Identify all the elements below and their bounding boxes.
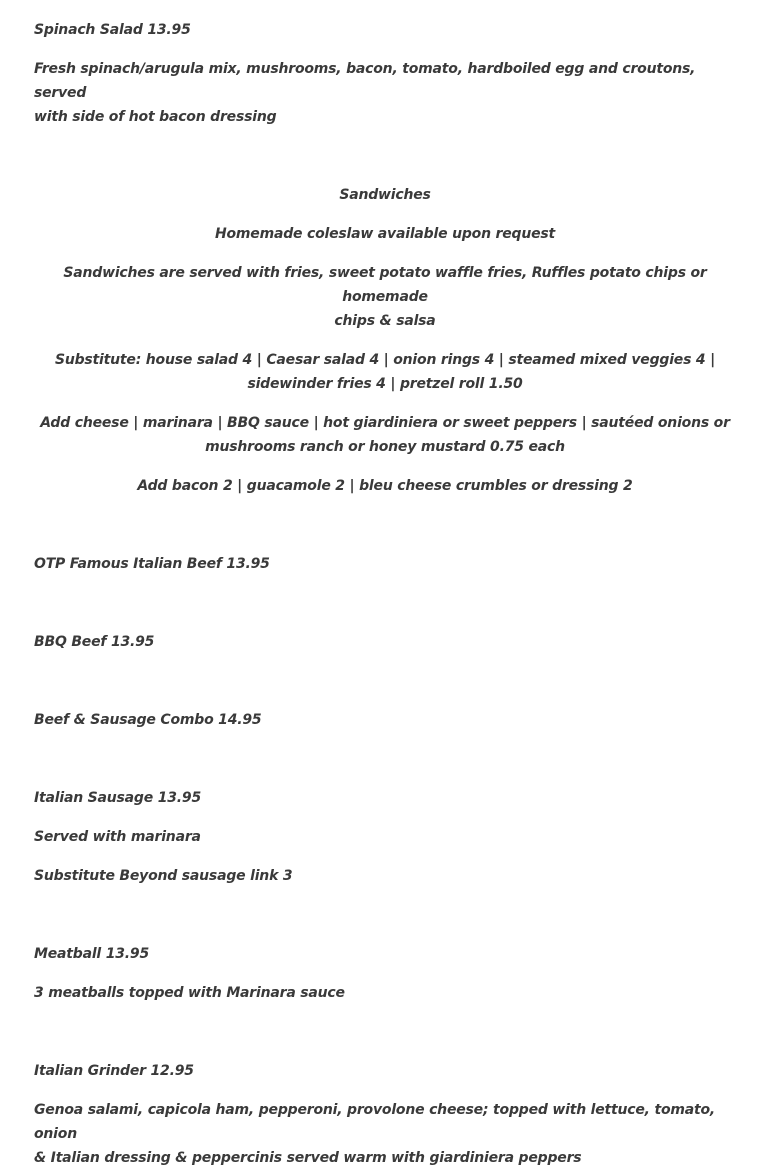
coleslaw-note: Homemade coleslaw available upon request [214, 226, 556, 242]
spinach-desc-line-2: with side of hot bacon dressing [34, 109, 277, 125]
substitute-note [34, 348, 736, 396]
substitute-line-1: Substitute: house salad 4 | Caesar salad 4 | onion rings 4 | steamed mixed veggies 4 | [54, 352, 716, 368]
sides-note [34, 261, 736, 333]
grinder-desc-line-2: & Italian dressing & peppercinis served warm with giardiniera peppers [34, 1150, 582, 1166]
item-meatball: Meatball 13.95 [34, 946, 149, 962]
add-ons-line-1: Add cheese | marinara | BBQ sauce | hot giardiniera or sweet peppers | sautéed onions or [40, 415, 730, 431]
substitute-line-2: sidewinder fries 4 | pretzel roll 1.50 [247, 376, 523, 392]
spinach-salad-title: Spinach Salad 13.95 [34, 22, 191, 38]
spinach-desc-line-1: Fresh spinach/arugula mix, mushrooms, bacon, tomato, hardboiled egg and croutons, served [34, 61, 696, 101]
italian-sausage-substitute: Substitute Beyond sausage link 3 [34, 868, 293, 884]
italian-sausage-note: Served with marinara [34, 829, 201, 845]
italian-grinder-description [34, 1098, 736, 1170]
item-bbq-beef: BBQ Beef 13.95 [34, 634, 155, 650]
grinder-desc-line-1: Genoa salami, capicola ham, pepperoni, provolone cheese; topped with lettuce, tomato, onion [34, 1102, 716, 1142]
item-italian-grinder: Italian Grinder 12.95 [34, 1063, 194, 1079]
add-ons-line-2: mushrooms ranch or honey mustard 0.75 each [205, 439, 565, 455]
item-italian-sausage: Italian Sausage 13.95 [34, 790, 201, 806]
meatball-description: 3 meatballs topped with Marinara sauce [34, 985, 345, 1001]
add-ons-note [34, 411, 736, 459]
item-beef-sausage-combo: Beef & Sausage Combo 14.95 [34, 712, 262, 728]
spinach-salad-description [34, 57, 736, 129]
item-italian-beef: OTP Famous Italian Beef 13.95 [34, 556, 270, 572]
sides-note-line-1: Sandwiches are served with fries, sweet potato waffle fries, Ruffles potato chips or homemade [63, 265, 707, 305]
menu-page [34, 18, 736, 1170]
add-bacon-note: Add bacon 2 | guacamole 2 | bleu cheese crumbles or dressing 2 [137, 478, 633, 494]
section-heading-sandwiches: Sandwiches [339, 187, 431, 203]
sides-note-line-2: chips & salsa [334, 313, 436, 329]
